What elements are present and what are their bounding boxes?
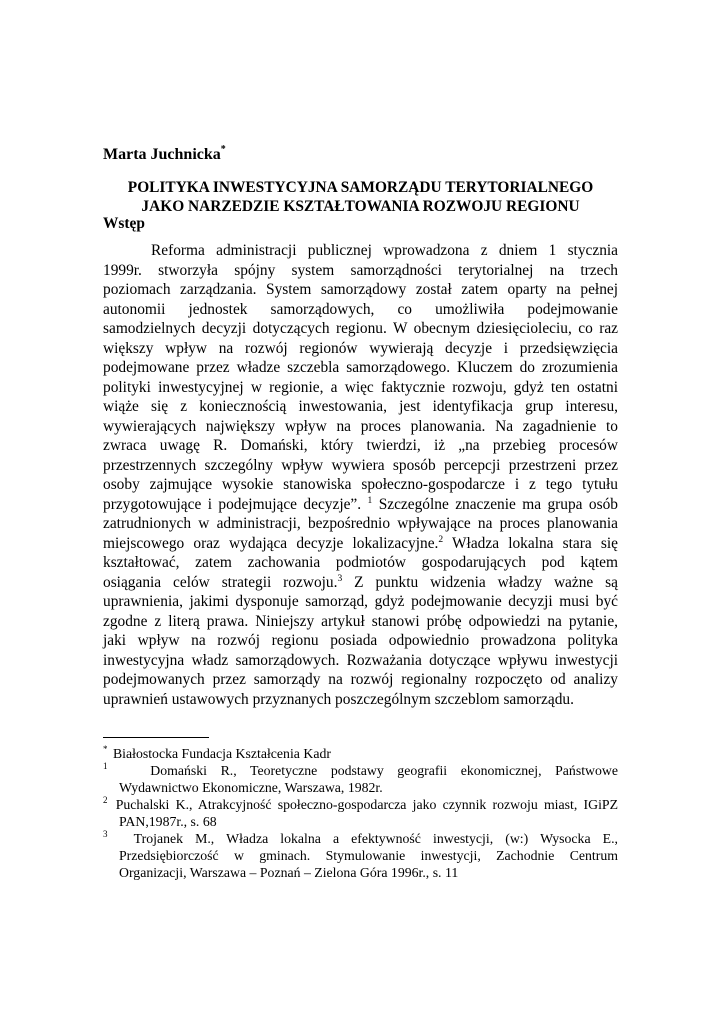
body-line: uprawnienia, jakimi dysponuje samorząd, gdyż podejmowanie decyzji musi być [103,593,618,610]
body-line: kształtować, zatem zachowania podmiotów gospodarujących pod kątem [103,554,618,571]
author-footnote-marker: * [220,144,226,155]
body-line: osoby zajmujące wysokie stanowiska społeczno-gospodarcze i z tego tytułu [103,476,618,493]
article-title-line-1: POLITYKA INWESTYCYJNA SAMORZĄDU TERYTORIALNEGO [127,179,594,196]
body-line [103,534,618,554]
body-line: podejmowane przez władze szczebla samorządowego. Kluczem do zrozumienia [103,359,618,376]
footnote-reference: 2 [438,535,444,545]
footnote-text: Trojanek M., Władza lokalna a efektywność inwestycji, (w:) Wysocka E., [133,831,618,846]
body-line: uprawnień ustawowych przyznanych poszczególnym szczeblom samorządu. [103,691,574,708]
footnote-3-cont: Przedsiębiorczość w gminach. Stymulowanie inwestycji, Zachodnie Centrum [119,848,618,863]
body-text: Władza lokalna stara się [452,535,618,552]
footnote-text: Domański R., Teoretyczne podstawy geografii ekonomicznej, Państwowe [150,763,618,778]
footnote-separator [103,737,209,738]
body-line: wiąże się z koniecznością inwestowania, jest identyfikacja grup interesu, [103,398,618,415]
footnote-0: * Białostocka Fundacja Kształcenia Kadr [103,744,331,761]
body-text: przygotowujące i podejmujące decyzje”. [103,496,362,513]
body-line: Reforma administracji publicznej wprowadzona z dniem 1 stycznia [151,242,618,259]
footnote-text: Puchalski K., Atrakcyjność społeczno-gospodarcza jako czynnik rozwoju miast, IGiPZ [115,797,619,812]
footnote-3-cont: Organizacji, Warszawa – Poznań – Zielona Góra 1996r., s. 11 [119,865,459,880]
body-text: Szczególne znaczenie ma grupa osób [378,496,619,513]
footnote-2: 2 Puchalski K., Atrakcyjność społeczno-gospodarcza jako czynnik rozwoju miast, IGiPZ [103,795,619,812]
body-line: polityki inwestycyjnej w regionie, a więc faktycznie rozwoju, gdyż ten ostatni [103,379,618,396]
body-line: zwraca uwagę R. Domański, który twierdzi, iż „na przebieg procesów [103,437,618,454]
footnote-2-cont: PAN,1987r., s. 68 [119,814,217,829]
body-line: jaki wpływ na rozwój regionu posiada odpowiednio prowadzona polityka [103,632,618,649]
body-line: inwestycyjna władz samorządowych. Rozważania dotyczące wpływu inwestycji [103,652,618,669]
footnote-1-cont: Wydawnictwo Ekonomiczne, Warszawa, 1982r. [119,780,383,795]
body-text: osiągania celów strategii rozwoju. [103,574,338,591]
body-line: zatrudnionych w administracji, bezpośrednio wpływające na proces planowania [103,515,618,532]
article-title-line-2: JAKO NARZEDZIE KSZTAŁTOWANIA ROZWOJU REGIONU [141,198,580,215]
body-line: samodzielnych decyzji dotyczących regionu. W obecnym dziesięcioleciu, co raz [103,320,618,337]
body-line: większy wpływ na rozwój regionów wywierają decyzje i przedsięwzięcia [103,340,618,357]
body-text: Z punktu widzenia władzy ważne są [354,574,618,591]
section-heading: Wstęp [103,215,145,232]
author-name-text: Marta Juchnicka [103,146,221,163]
body-line: wywierających największy wpływ na proces planowania. Na zagadnienie to [103,418,618,435]
body-line: przestrzennych szczególny wpływ wywiera sposób percepcji przestrzeni przez [103,457,618,474]
body-line: 1999r. stworzyła spójny system samorządności terytorialnej na trzech [103,262,618,279]
footnote-text: Białostocka Fundacja Kształcenia Kadr [112,746,331,761]
body-line [103,573,618,593]
footnote-1: 1 Domański R., Teoretyczne podstawy geografii ekonomicznej, Państwowe [103,761,618,778]
body-line: autonomii jednostek samorządowych, co umożliwiła podejmowanie [103,301,618,318]
body-line: podejmowanych przez samorządy na rozwój regionalny rozpoczęto od analizy [103,671,618,688]
footnote-3: 3 Trojanek M., Władza lokalna a efektywność inwestycji, (w:) Wysocka E., [103,829,618,846]
body-line: poziomach zarządzania. System samorządowy został zatem oparty na pełnej [103,281,618,298]
body-line [103,495,618,515]
body-line: zgodne z literą prawa. Niniejszy artykuł stanowi próbę odpowiedzi na pytanie, [103,613,618,630]
footnote-reference: 3 [337,574,343,584]
body-text: miejscowego oraz wydająca decyzje lokalizacyjne. [103,535,439,552]
author-name [103,146,226,164]
footnote-reference: 1 [367,496,373,506]
